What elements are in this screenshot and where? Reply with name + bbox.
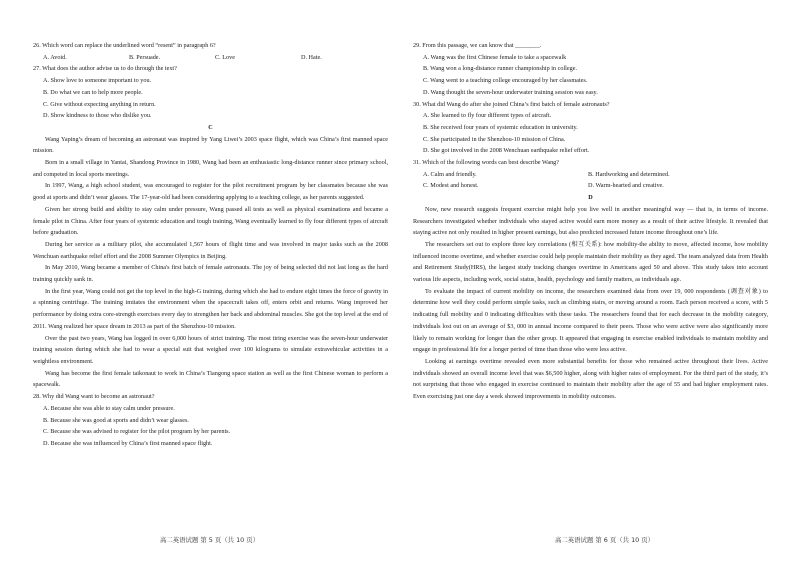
passage-c-paragraph-7: In the first year, Wang could not get the top level in the high-G training, during which she had to endure eight times the force of gravity in a spinning centrifuge. The training imitates the environment when the spacecraft takes off, enters orbit and returns. Wang improved her performance by doing extra core-strength exercises every day to strengthen her back and abdominal muscles. She got the top level at the end of 2011. Wang realized her space dream in 2013 as part of the Shenzhou-10 mission. [33,287,388,330]
question-27-stem: 27. What does the author advise us to do through the text? [33,65,177,73]
q27-option-b: B. Do what we can to help more people. [43,88,143,96]
question-28-stem: 28. Why did Wang want to become an astronaut? [33,393,155,401]
q26-option-b: B. Persuade. [129,53,161,61]
q27-option-c: C. Give without expecting anything in return. [43,100,156,108]
q30-option-c: C. She participated in the Shenzhou-10 mission of China. [423,135,566,143]
question-26-options [33,52,388,64]
q30-option-d: D. She got involved in the 2008 Wenchuan earthquake relief effort. [423,147,590,155]
q30-option-b: B. She received four years of systemic education in university. [423,123,578,131]
passage-c-paragraph-6: In May 2010, Wang became a member of China's first batch of female astronauts. The joy of being selected did not last long as the hard training quickly sank in. [33,264,388,284]
q31-option-c: C. Modest and honest. [423,182,479,190]
q29-option-a: A. Wang was the first Chinese female to take a spacewalk [423,53,567,61]
question-29-stem: 29. From this passage, we can know that ________. [413,42,542,49]
q29-option-c: C. Wang went to a teaching college encouraged by her classmates. [423,77,588,85]
section-d-heading: D [588,194,593,202]
question-31-options-row-1 [413,169,768,181]
left-column [33,40,388,450]
question-31-stem: 31. Which of the following words can best describe Wang? [413,159,560,167]
question-26-stem: 26. Which word can replace the underlined word “resent” in paragraph 6? [33,42,216,49]
question-30-stem: 30. What did Wang do after she joined China’s first batch of female astronauts? [413,100,610,108]
q27-option-a: A. Show love to someone important to you. [43,77,152,85]
q26-option-c: C. Love [215,53,235,61]
passage-d-paragraph-1: Now, new research suggests frequent exercise might help you live well in another meaningful way — that is, in terms of income. Researchers investigated whether individuals who stayed active would earn more money as a result of their active lifestyle. It revealed that staying active not only resulted in higher present earnings, but also predicted increased future income throughout one’s life. [413,205,768,237]
passage-c-paragraph-9: Wang has become the first female taikonaut to work in China’s Tiangong space station as well as the first Chinese woman to perform a spacewalk. [33,369,388,389]
section-c-heading: C [208,123,213,131]
passage-d-paragraph-3: To evaluate the impact of current mobility on income, the researchers examined data from over 19, 000 respondents (调查对象) to determine how well they could perform simple tasks, such as climbing stairs, or moving around a room. Each person received a score, with 5 indicating full mobility and 0 indicating difficulties with these tasks. The researchers found that for each decrease in the mobility category, individuals lost out on an average of $3, 000 in annual income compared to their peers. Those who were active were also significantly more likely to remain working for longer than the other group. It appeared that engaging in exercise enabled individuals to maintain mobility and engage in professional life for a longer period of time than those who were less active. [413,287,768,354]
q27-option-d: D. Show kindness to those who dislike you. [43,112,152,120]
passage-d-paragraph-4: Looking at earnings overtime revealed even more substantial benefits for those who remained active throughout their lives. Active individuals showed an overall income level that was $6,500 higher, along with higher rates of employment. For the third part of the study, it’s not surprising that those who engaged in exercise continued to maintain their mobility after the age of 55 and had higher employment rates. Even exercising just one day a week showed improvements in mobility outcomes. [413,357,768,401]
q26-option-a: A. Avoid. [43,53,67,61]
q31-option-d: D. Warm-hearted and creative. [588,182,664,190]
q31-option-b: B. Hardworking and determined. [588,170,670,178]
passage-c-paragraph-5: During her service as a military pilot, she accumulated 1,567 hours of flight time and was involved in major tasks such as the 2008 Wenchuan earthquake relief effort and the 2008 Summer Olympics in Beijing. [33,240,388,260]
passage-c-paragraph-3: In 1997, Wang, a high school student, was encouraged to register for the pilot recruitment program by her classmates because she was good at sports and didn’t wear glasses. The 17-year-old had been considering applying to a teaching college, as her parents suggested. [33,182,388,202]
question-31-options-row-2 [413,180,768,192]
passage-c-paragraph-2: Born in a small village in Yantai, Shandong Province in 1980, Wang had been an enthusiastic long-distance runner since primary school, and competed in local sports meetings. [33,159,388,178]
q28-option-b: B. Because she was good at sports and didn’t wear glasses. [43,416,189,424]
q28-option-c: C. Because she was advised to register for the pilot program by her parents. [43,428,231,436]
q29-option-d: D. Wang thought the seven-hour underwater training session was easy. [423,88,598,96]
passage-d-paragraph-2: The researchers set out to explore three key correlations (相互关系): how mobility-the ability to move, affected income, how mobility influenced income overtime, and whether exercise could help people maintain their mobility as they aged. The team analyzed data from Health and Retirement Study(HRS), the largest study tracking changes overtime in Americans aged 50 and above. This study takes into account various life aspects, including work, social status, health, psychology and family matters, as individuals age. [413,240,768,284]
passage-c-paragraph-8: Over the past two years, Wang has logged in over 6,000 hours of strict training. The most tiring exercise was the seven-hour underwater training session during which she had to wear a special suit that weighed over 100 kilograms to simulate extravehicular activities in a weightless environment. [33,334,388,365]
passage-c-paragraph-1: Wang Yaping’s dream of becoming an astronaut was inspired by Yang Liwei’s 2003 space flight, which was China’s first manned space mission. [33,135,388,155]
page-footer-right: 高二英语试题 第 6 页（共 10 页） [555,536,655,544]
passage-c-paragraph-4: Given her strong build and ability to stay calm under pressure, Wang passed all tests as well as physical examinations and became a female pilot in China. After four years of systemic education and tough training, Wang eventually learned to fly four different types of aircraft before graduation. [33,205,388,237]
q26-option-d: D. Hate. [301,53,322,61]
q29-option-b: B. Wang won a long-distance runner championship in college. [423,65,578,73]
q28-option-a: A. Because she was able to stay calm under pressure. [43,404,175,412]
q30-option-a: A. She learned to fly four different types of aircraft. [423,112,552,120]
q31-option-a: A. Calm and friendly. [423,170,477,178]
page-footer-left: 高二英语试题 第 5 页（共 10 页） [160,536,260,544]
right-column [413,40,768,403]
q28-option-d: D. Because she was influenced by China’s first manned space flight. [43,439,213,447]
